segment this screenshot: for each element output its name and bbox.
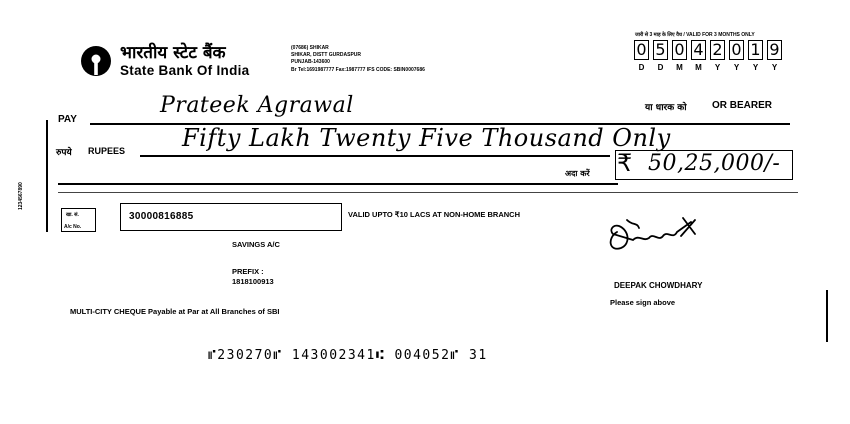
branch-address-line2: PUNJAB-143600 xyxy=(291,59,330,65)
or-bearer-hindi: या धारक को xyxy=(645,103,687,113)
figure-label-hindi: अदा करें xyxy=(565,169,590,178)
date-letter-1: D xyxy=(638,63,645,72)
amount-in-figures: 50,25,000/- xyxy=(648,151,781,176)
date-box-1: 0 xyxy=(634,40,649,60)
date-letter-6: Y xyxy=(733,63,740,72)
date-letter-7: Y xyxy=(752,63,759,72)
date-letter-3: M xyxy=(676,63,683,72)
date-box-4: 4 xyxy=(691,40,706,60)
account-label: A/c No. xyxy=(64,224,82,230)
micr-code: ⑈230270⑈ 143002341⑆ 004052⑈ 31 xyxy=(208,348,488,363)
bank-name-english: State Bank Of India xyxy=(120,63,250,78)
date-box-2: 5 xyxy=(653,40,668,60)
branch-address-line1: SHIKAR, DISTT GURDASPUR xyxy=(291,52,362,58)
branch-validity-note: VALID UPTO ₹10 LACS AT NON-HOME BRANCH xyxy=(348,210,520,219)
rupees-label: RUPEES xyxy=(88,146,126,156)
date-letter-2: D xyxy=(657,63,664,72)
side-serial: 1234567890 xyxy=(18,182,24,210)
rupees-hindi: रुपये xyxy=(56,148,72,158)
date-letter-4: M xyxy=(695,63,702,72)
date-letter-5: Y xyxy=(714,63,721,72)
date-box-3: 0 xyxy=(672,40,687,60)
left-border xyxy=(46,120,48,232)
sbi-logo-icon xyxy=(79,44,113,78)
account-box xyxy=(61,208,96,232)
pay-label: PAY xyxy=(58,114,77,125)
branch-contact: Br Tel:1691987777 Fax:1987777 IFS CODE: SBIN0007686 xyxy=(291,67,425,73)
sign-instruction: Please sign above xyxy=(610,298,676,307)
date-box-7: 1 xyxy=(748,40,763,60)
words-line xyxy=(140,155,610,157)
amount-in-words: Fifty Lakh Twenty Five Thousand Only xyxy=(182,124,671,152)
account-number: 30000816885 xyxy=(129,211,194,222)
signatory-name: DEEPAK CHOWDHARY xyxy=(614,281,703,290)
rupee-symbol: ₹ xyxy=(617,149,633,177)
prefix-label: PREFIX : xyxy=(232,267,264,276)
date-box-5: 2 xyxy=(710,40,725,60)
signature-image xyxy=(603,212,699,256)
date-box-6: 0 xyxy=(729,40,744,60)
or-bearer: OR BEARER xyxy=(712,100,773,111)
account-label-hindi: खा. सं. xyxy=(66,212,79,218)
date-letter-8: Y xyxy=(771,63,778,72)
multicity-note: MULTI-CITY CHEQUE Payable at Par at All Branches of SBI xyxy=(70,307,280,316)
payee-name: Prateek Agrawal xyxy=(160,93,354,118)
date-box-8: 9 xyxy=(767,40,782,60)
separator-line xyxy=(58,192,798,193)
account-type: SAVINGS A/C xyxy=(232,240,280,249)
second-words-line xyxy=(58,183,618,185)
branch-code: (07686) SHIKAR xyxy=(291,45,329,51)
bank-name-hindi: भारतीय स्टेट बैंक xyxy=(120,43,226,63)
right-border xyxy=(826,290,828,342)
prefix-value: 1818100913 xyxy=(232,277,274,286)
validity-caption: जारी से 3 माह के लिए वैध / VALID FOR 3 MONTHS ONLY xyxy=(635,32,755,38)
